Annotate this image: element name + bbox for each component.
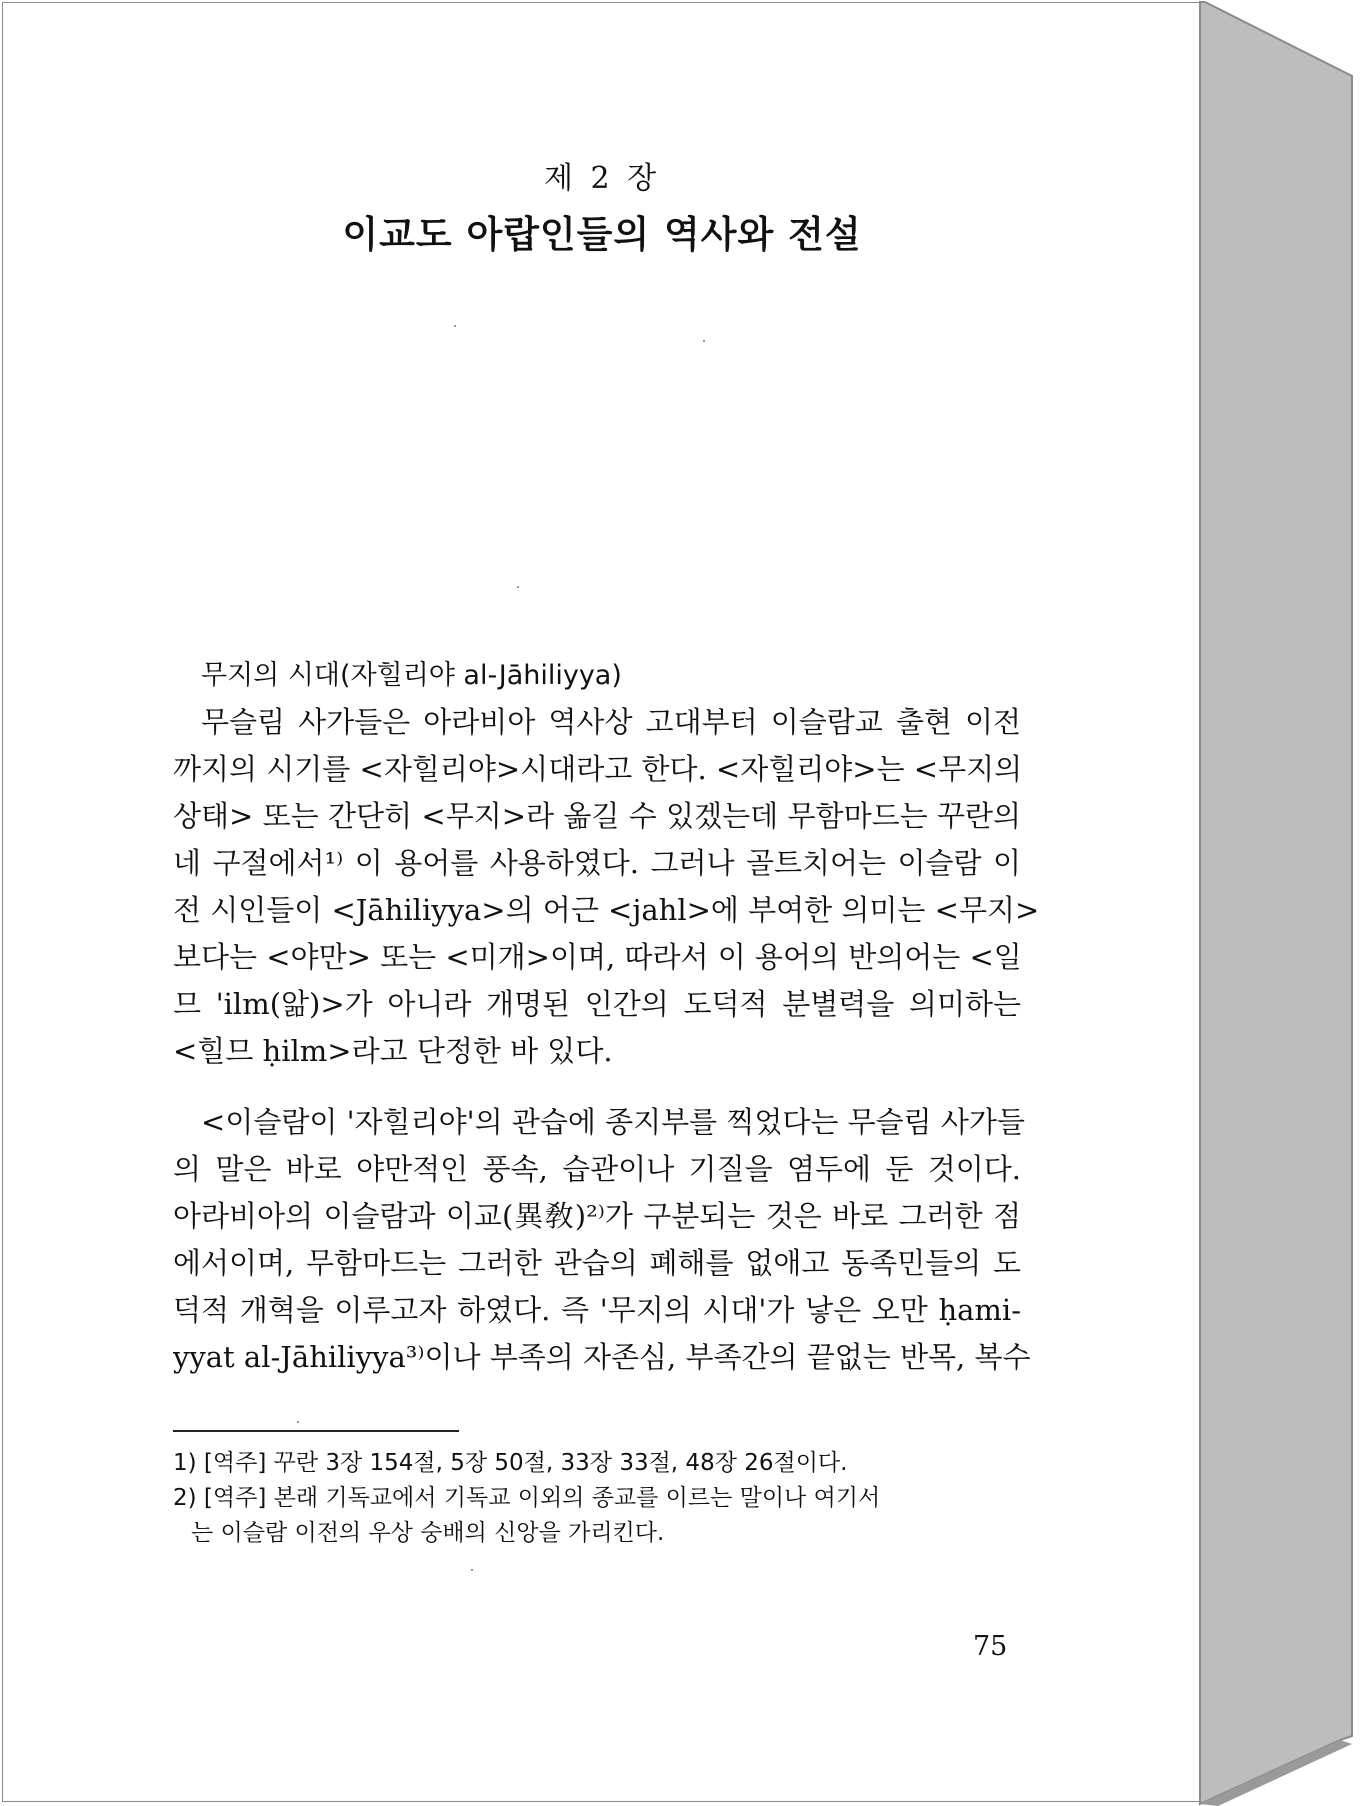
scan-speck <box>703 340 705 342</box>
paragraph-line: 덕적 개혁을 이루고자 하였다. 즉 '무지의 시대'가 낳은 오만 ḥami- <box>173 1293 1021 1327</box>
scan-speck <box>517 586 519 588</box>
paragraph-line: 에서이며, 무함마드는 그러한 관습의 폐해를 없애고 동족민들의 도 <box>173 1246 1021 1280</box>
paragraph-line: yyat al-Jāhiliyya³⁾이나 부족의 자존심, 부족간의 끝없는 반목, 복수 <box>173 1340 1031 1374</box>
scan-speck <box>454 325 456 327</box>
paragraph-line: 상태> 또는 간단히 <무지>라 옮길 수 있겠는데 무함마드는 꾸란의 <box>173 799 1021 833</box>
paragraph-line: 므 'ilm(앎)>가 아니라 개명된 인간의 도덕적 분별력을 의미하는 <box>173 987 1021 1021</box>
paragraph-line: 네 구절에서¹⁾ 이 용어를 사용하였다. 그러나 골트치어는 이슬람 이 <box>173 846 1021 880</box>
paragraph-line: 전 시인들이 <Jāhiliyya>의 어근 <jahl>에 부여한 의미는 <무지> <box>173 893 1040 927</box>
chapter-number: 제 2 장 <box>543 161 661 196</box>
footnote-2: 2) [역주] 본래 기독교에서 기독교 이외의 종교를 이르는 말이나 여기서 <box>173 1485 881 1511</box>
chapter-title: 이교도 아랍인들의 역사와 전설 <box>342 213 862 256</box>
paragraph-line: 의 말은 바로 야만적인 풍속, 습관이나 기질을 염두에 둔 것이다. <box>173 1152 1021 1186</box>
paragraph-line: 보다는 <야만> 또는 <미개>이며, 따라서 이 용어의 반의어는 <일 <box>173 940 1022 974</box>
paragraph-line: 아라비아의 이슬람과 이교(異敎)²⁾가 구분되는 것은 바로 그러한 점 <box>173 1199 1021 1233</box>
page-number: 75 <box>973 1631 1008 1662</box>
book-page <box>2 2 1200 1802</box>
footnote-1: 1) [역주] 꾸란 3장 154절, 5장 50절, 33장 33절, 48장 26절이다. <box>173 1450 848 1476</box>
paragraph-line: <힐므 ḥilm>라고 단정한 바 있다. <box>173 1034 613 1068</box>
section-heading: 무지의 시대(자힐리야 al-Jāhiliyya) <box>201 660 622 691</box>
scan-speck <box>297 1421 299 1423</box>
paragraph-line: 까지의 시기를 <자힐리야>시대라고 한다. <자힐리야>는 <무지의 <box>173 752 1023 786</box>
paragraph-line: 무슬림 사가들은 아라비아 역사상 고대부터 이슬람교 출현 이전 <box>201 705 1021 739</box>
footnote-divider <box>173 1430 459 1432</box>
scan-speck <box>471 1569 473 1571</box>
paragraph-line: <이슬람이 '자힐리야'의 관습에 종지부를 찍었다는 무슬림 사가들 <box>201 1105 1025 1139</box>
footnote-2-continuation: 는 이슬람 이전의 우상 숭배의 신앙을 가리킨다. <box>191 1520 665 1546</box>
